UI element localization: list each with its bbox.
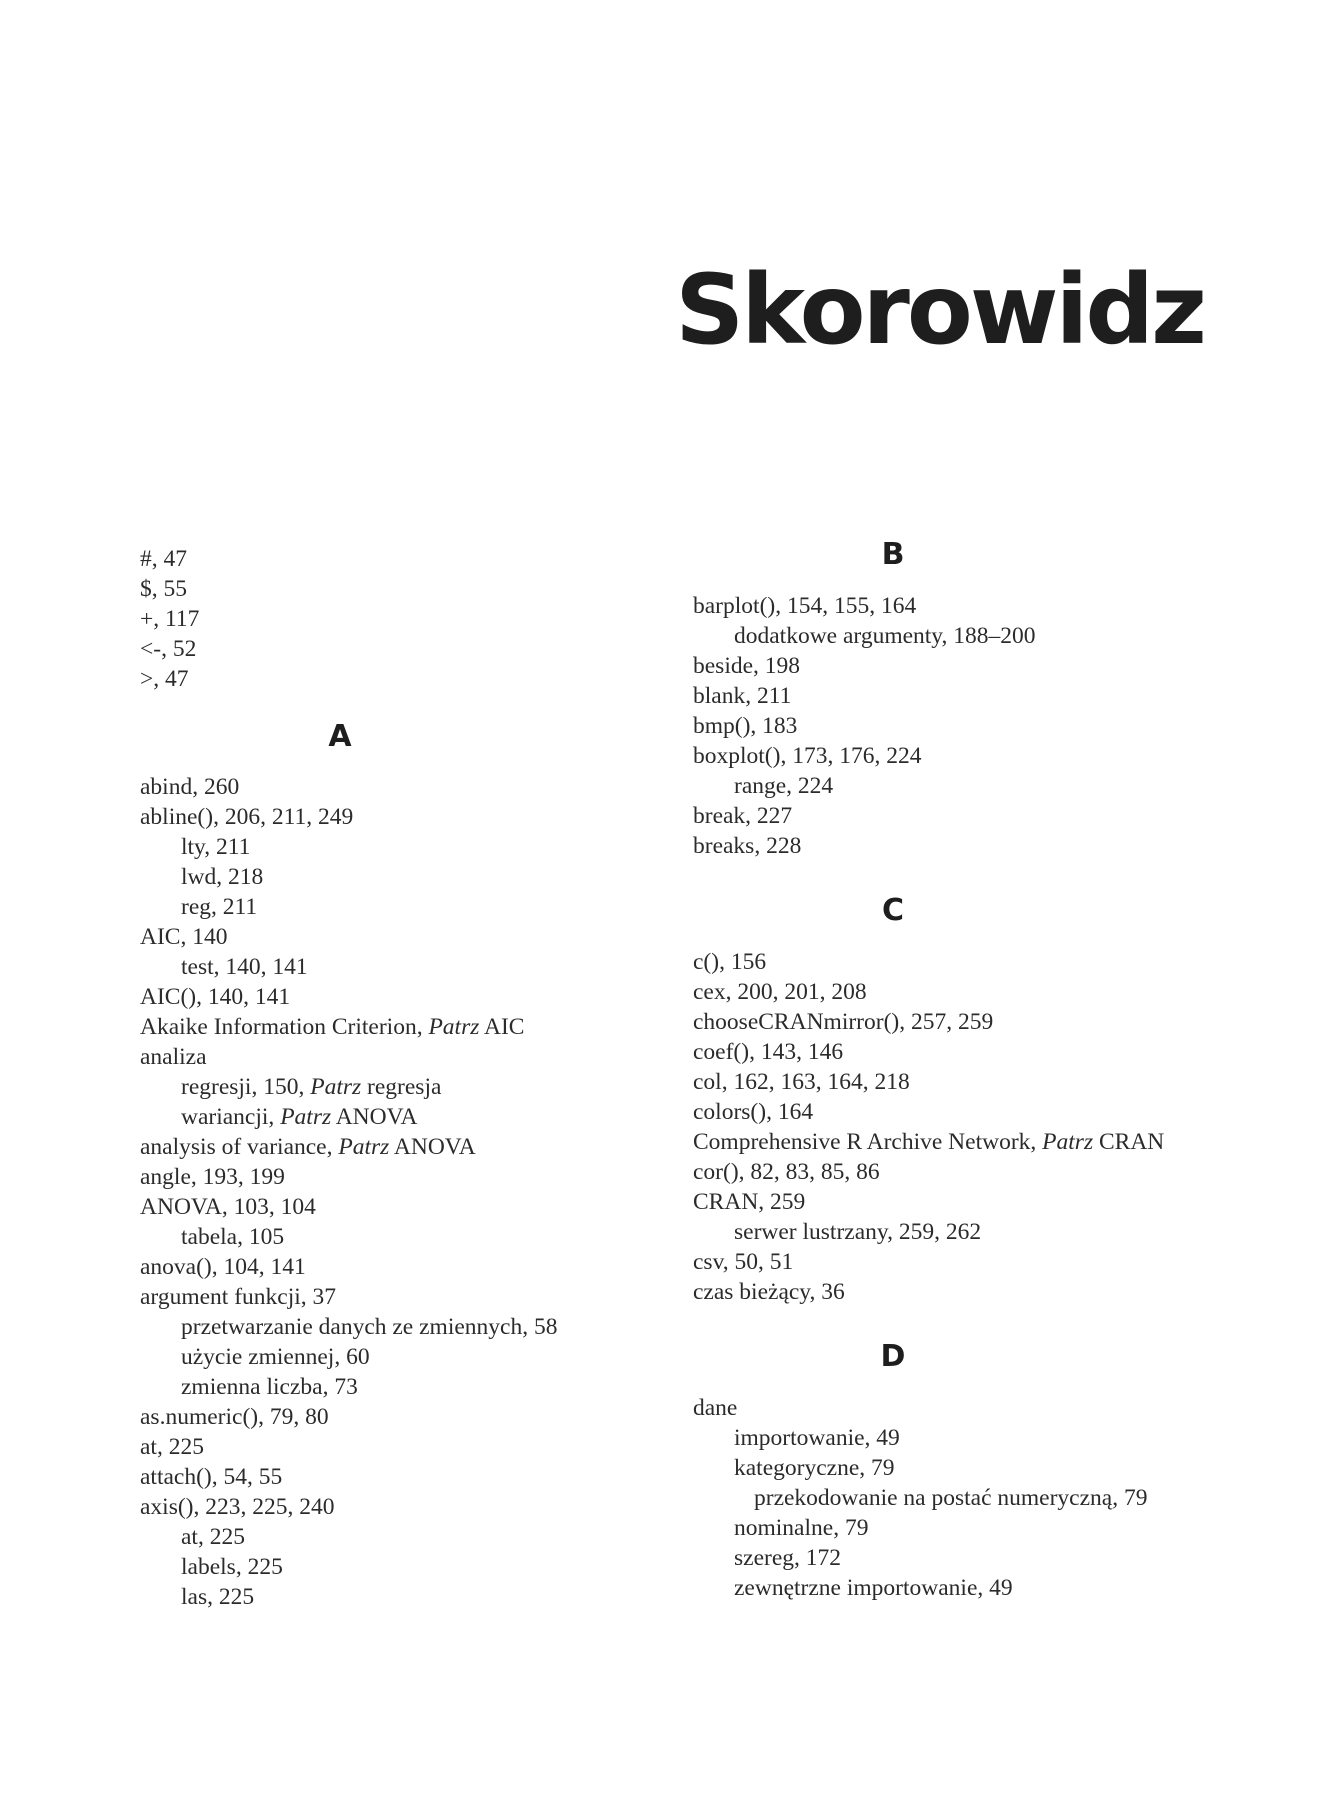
index-entry — [140, 1132, 660, 1162]
entry-text: beside, 198 — [693, 653, 801, 679]
index-entry — [693, 711, 1253, 741]
index-entry: +, 117 — [140, 606, 200, 632]
index-entry — [693, 1543, 1253, 1573]
entry-text: AIC, 140 — [140, 924, 228, 950]
entry-text: coef(), 143, 146 — [693, 1039, 844, 1065]
entry-text: at, 225 — [140, 1434, 204, 1460]
entry-text: csv, 50, 51 — [693, 1249, 794, 1275]
index-entry — [140, 832, 660, 862]
index-entry — [140, 1312, 660, 1342]
entry-text: Akaike Information Criterion, — [140, 1014, 429, 1040]
section-d-entries — [693, 1393, 1253, 1603]
index-entry — [140, 862, 660, 892]
index-entry — [693, 651, 1253, 681]
entry-text: argument funkcji, 37 — [140, 1284, 337, 1310]
entry-text: reg, 211 — [181, 894, 258, 920]
index-entry — [140, 952, 660, 982]
entry-see-reference: Patrz — [428, 1014, 480, 1040]
entry-text: barplot(), 154, 155, 164 — [693, 593, 917, 619]
index-entry — [693, 1573, 1253, 1603]
index-entry — [140, 1012, 660, 1042]
index-column-left — [140, 544, 660, 1612]
entry-reference-target: regresja — [361, 1074, 442, 1100]
entry-text: nominalne, 79 — [734, 1515, 869, 1541]
entry-text: at, 225 — [181, 1524, 245, 1550]
entry-text: analiza — [140, 1044, 207, 1070]
section-letter-b: B — [881, 537, 905, 572]
entry-reference-target: ANOVA — [331, 1104, 418, 1130]
entry-text: range, 224 — [734, 773, 834, 799]
index-entry — [693, 1277, 1253, 1307]
section-c-entries — [693, 947, 1253, 1307]
entry-text: analysis of variance, — [140, 1134, 339, 1160]
index-entry — [140, 1252, 660, 1282]
index-entry — [140, 982, 660, 1012]
entry-text: zmienna liczba, 73 — [181, 1374, 358, 1400]
page-title: Skorowidz — [675, 254, 1204, 366]
index-entry — [140, 1042, 660, 1072]
index-entry — [140, 772, 660, 802]
index-entry — [693, 621, 1253, 651]
entry-text: użycie zmiennej, 60 — [181, 1344, 370, 1370]
entry-text: przekodowanie na postać numeryczną, 79 — [754, 1485, 1148, 1511]
entry-text: breaks, 228 — [693, 833, 802, 859]
entry-text: zewnętrzne importowanie, 49 — [734, 1575, 1013, 1601]
index-entry — [693, 1127, 1253, 1157]
index-entry — [140, 1282, 660, 1312]
entry-text: break, 227 — [693, 803, 793, 829]
index-entry: #, 47 — [140, 546, 187, 572]
index-entry — [140, 1372, 660, 1402]
index-entry — [693, 1187, 1253, 1217]
index-entry — [693, 1393, 1253, 1423]
index-entry — [693, 1513, 1253, 1543]
index-entry — [140, 1102, 660, 1132]
entry-text: axis(), 223, 225, 240 — [140, 1494, 335, 1520]
index-entry — [140, 1192, 660, 1222]
index-entry — [140, 922, 660, 952]
entry-text: abline(), 206, 211, 249 — [140, 804, 354, 830]
index-entry — [693, 1217, 1253, 1247]
index-entry — [693, 1423, 1253, 1453]
entry-text: lty, 211 — [181, 834, 251, 860]
entry-reference-target: CRAN — [1093, 1129, 1165, 1155]
index-entry — [693, 801, 1253, 831]
entry-text: bmp(), 183 — [693, 713, 798, 739]
entry-text: colors(), 164 — [693, 1099, 814, 1125]
entry-text: cex, 200, 201, 208 — [693, 979, 867, 1005]
index-entry — [140, 1072, 660, 1102]
index-entry — [693, 947, 1253, 977]
section-letter-a: A — [328, 719, 352, 754]
entry-text: AIC(), 140, 141 — [140, 984, 291, 1010]
entry-text: abind, 260 — [140, 774, 240, 800]
entry-reference-target: AIC — [479, 1014, 525, 1040]
index-entry — [140, 1342, 660, 1372]
entry-text: dodatkowe argumenty, 188–200 — [734, 623, 1036, 649]
entry-see-reference: Patrz — [310, 1074, 362, 1100]
index-entry: >, 47 — [140, 666, 189, 692]
entry-text: blank, 211 — [693, 683, 792, 709]
index-entry — [693, 681, 1253, 711]
index-entry — [140, 1402, 660, 1432]
entry-text: lwd, 218 — [181, 864, 264, 890]
index-entry — [693, 1247, 1253, 1277]
entry-text: importowanie, 49 — [734, 1425, 900, 1451]
entry-text: ANOVA, 103, 104 — [140, 1194, 316, 1220]
entry-text: chooseCRANmirror(), 257, 259 — [693, 1009, 994, 1035]
index-entry — [140, 892, 660, 922]
index-entry — [140, 1492, 660, 1522]
index-entry — [140, 1582, 660, 1612]
index-entry — [140, 1552, 660, 1582]
index-entry — [140, 1522, 660, 1552]
entry-text: as.numeric(), 79, 80 — [140, 1404, 329, 1430]
section-letter-d: D — [880, 1339, 906, 1374]
entry-text: col, 162, 163, 164, 218 — [693, 1069, 910, 1095]
entry-text: anova(), 104, 141 — [140, 1254, 306, 1280]
index-entry — [140, 1462, 660, 1492]
entry-text: angle, 193, 199 — [140, 1164, 285, 1190]
entry-text: wariancji, — [181, 1104, 281, 1130]
index-entry — [693, 1453, 1253, 1483]
entry-text: regresji, 150, — [181, 1074, 311, 1100]
section-letter-c: C — [881, 893, 905, 928]
symbols-group — [140, 544, 660, 694]
index-entry — [140, 1432, 660, 1462]
index-entry — [693, 977, 1253, 1007]
entry-text: CRAN, 259 — [693, 1189, 806, 1215]
index-entry — [140, 802, 660, 832]
entry-text: c(), 156 — [693, 949, 767, 975]
entry-text: cor(), 82, 83, 85, 86 — [693, 1159, 880, 1185]
index-entry — [693, 1483, 1253, 1513]
entry-text: las, 225 — [181, 1584, 255, 1610]
entry-see-reference: Patrz — [280, 1104, 332, 1130]
entry-text: kategoryczne, 79 — [734, 1455, 895, 1481]
index-entry — [693, 1007, 1253, 1037]
index-entry — [140, 1222, 660, 1252]
entry-text: tabela, 105 — [181, 1224, 285, 1250]
index-entry: $, 55 — [140, 576, 187, 602]
index-entry — [693, 831, 1253, 861]
index-entry — [693, 1157, 1253, 1187]
index-entry: <-, 52 — [140, 636, 197, 662]
entry-text: boxplot(), 173, 176, 224 — [693, 743, 922, 769]
index-column-right — [693, 537, 1253, 1603]
index-entry — [693, 771, 1253, 801]
index-entry — [693, 741, 1253, 771]
section-a-entries — [140, 772, 660, 1612]
entry-reference-target: ANOVA — [389, 1134, 476, 1160]
section-b-entries — [693, 591, 1253, 861]
entry-text: szereg, 172 — [734, 1545, 842, 1571]
entry-text: Comprehensive R Archive Network, — [693, 1129, 1043, 1155]
index-entry — [140, 1162, 660, 1192]
index-entry — [693, 1067, 1253, 1097]
index-entry — [693, 591, 1253, 621]
entry-text: serwer lustrzany, 259, 262 — [734, 1219, 982, 1245]
entry-see-reference: Patrz — [338, 1134, 390, 1160]
index-entry — [693, 1037, 1253, 1067]
entry-text: labels, 225 — [181, 1554, 283, 1580]
entry-text: test, 140, 141 — [181, 954, 308, 980]
index-entry — [693, 1097, 1253, 1127]
entry-text: czas bieżący, 36 — [693, 1279, 845, 1305]
entry-see-reference: Patrz — [1042, 1129, 1094, 1155]
entry-text: przetwarzanie danych ze zmiennych, 58 — [181, 1314, 558, 1340]
entry-text: dane — [693, 1395, 738, 1421]
entry-text: attach(), 54, 55 — [140, 1464, 283, 1490]
